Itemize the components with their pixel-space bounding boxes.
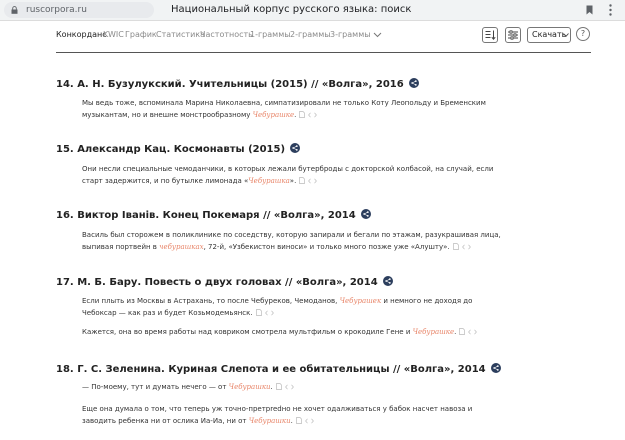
chevron-down-icon	[563, 33, 569, 37]
settings-button[interactable]	[505, 27, 521, 43]
snippet-text-before: Еще она думала о том, что теперь уж точно-претpredно не хочет одалживаться у бабок насчет навоза и заводить ребенка ни от ослика Иа-Иа, ни от	[82, 405, 473, 425]
search-hit[interactable]: чебурашках	[159, 242, 204, 251]
tab-concordance[interactable]: Конкорданс	[56, 30, 107, 39]
sort-icon	[483, 28, 497, 42]
search-hit[interactable]: Чебурашки	[228, 383, 271, 391]
share-icon[interactable]	[409, 78, 419, 88]
sliders-icon	[506, 28, 520, 42]
address-bar[interactable]	[4, 2, 154, 18]
snippet-text-before: Они несли специальные чемоданчики, в которых лежали бутерброды с докторской колбасой, на случай, если старт задержится, и по бутылке лимонада «	[82, 165, 494, 185]
share-icon[interactable]	[290, 143, 300, 153]
sort-order-button[interactable]	[482, 27, 498, 43]
document-icon[interactable]	[459, 328, 465, 340]
document-title[interactable]	[56, 143, 300, 156]
snippet-text-before: — По-моему, тут и думать нечего — от	[82, 383, 229, 391]
share-icon[interactable]	[491, 363, 501, 373]
bookmark-icon[interactable]	[586, 5, 593, 15]
url-text: ruscorpora.ru	[26, 5, 87, 15]
tab-3grams[interactable]: 3-граммы	[330, 30, 371, 39]
concordance-snippet	[82, 98, 502, 122]
results-toolbar	[0, 21, 625, 54]
document-icon[interactable]	[299, 111, 305, 123]
document-title-text: 17. М. Б. Бару. Повесть о двух головах // «Волга», 2014	[56, 277, 378, 288]
toolbar-divider	[56, 52, 591, 53]
share-icon[interactable]	[383, 276, 393, 286]
help-button[interactable]: ?	[576, 27, 590, 41]
snippet-text-after: .	[294, 110, 297, 119]
document-title[interactable]	[56, 276, 393, 289]
concordance-snippet	[82, 382, 502, 395]
tab-frequency[interactable]: Частотность	[200, 30, 253, 39]
download-dropdown[interactable]	[527, 27, 571, 43]
snippet-text-after: .	[290, 416, 293, 425]
snippet-text-after: и немного не доходя до Чебоксар — как раз и будет Козьмодемьянск.	[82, 297, 473, 317]
document-title-text: 18. Г. С. Зеленина. Куриная Слепота и ее обитательницы // «Волга», 2014	[56, 364, 486, 375]
expand-context-icon[interactable]	[468, 328, 477, 340]
lock-icon	[11, 6, 18, 14]
page-title: Национальный корпус русского языка: поиск	[171, 4, 412, 15]
concordance-snippet	[82, 164, 502, 188]
tab-1grams[interactable]: 1-граммы	[250, 30, 291, 39]
concordance-snippet	[82, 296, 502, 320]
tab-statistics[interactable]: Статистика	[156, 30, 205, 39]
snippet-text-before: Если плыть из Москвы в Астрахань, то после Чебуреков, Чемоданов,	[82, 297, 340, 305]
tab-graph[interactable]: График	[125, 30, 157, 39]
document-title[interactable]	[56, 209, 371, 222]
snippet-text-after: , 72-й, «Узбекистон виноси» и только много позже уже «Алушту».	[203, 242, 450, 251]
menu-kebab-icon[interactable]	[609, 4, 612, 16]
tab-2grams[interactable]: 2-граммы	[290, 30, 331, 39]
download-label: Скачать	[532, 30, 567, 39]
expand-context-icon[interactable]	[285, 383, 294, 395]
document-title-text: 16. Виктор Іванів. Конец Покемаря // «Волга», 2014	[56, 210, 356, 221]
expand-context-icon[interactable]	[265, 309, 274, 321]
expand-context-icon[interactable]	[308, 111, 317, 123]
search-hit[interactable]: Чебурашке	[412, 328, 455, 336]
snippet-text-before: Мы ведь тоже, вспоминала Марина Николаевна, симпатизировали не только Коту Леопольду и Бременским музыкантам, но и внешне монстрообразному	[82, 99, 486, 119]
document-icon[interactable]	[276, 383, 282, 395]
document-icon[interactable]	[453, 243, 459, 255]
document-icon[interactable]	[256, 309, 262, 321]
document-title[interactable]	[56, 363, 501, 376]
document-icon[interactable]	[299, 177, 305, 189]
document-title[interactable]	[56, 78, 419, 91]
search-hit[interactable]: Чебурашка	[248, 176, 290, 185]
concordance-snippet	[82, 230, 502, 254]
snippet-text-after: .	[270, 383, 273, 391]
chevron-down-icon[interactable]	[373, 31, 382, 38]
expand-context-icon[interactable]	[462, 243, 471, 255]
search-hit[interactable]: Чебурашки	[248, 416, 291, 425]
concordance-snippet	[82, 327, 502, 340]
browser-bar	[0, 0, 625, 21]
share-icon[interactable]	[361, 209, 371, 219]
snippet-text-after: ».	[289, 176, 297, 185]
concordance-snippet	[82, 404, 502, 428]
expand-context-icon[interactable]	[308, 177, 317, 189]
snippet-text-before: Василь был сторожем в поликлинике по соседству, которую запирали и бегали по этажам, разукрашивая лица, выпивая портвейн в	[82, 231, 501, 251]
search-hit[interactable]: Чебурашек	[339, 297, 382, 305]
document-icon[interactable]	[296, 417, 302, 429]
snippet-text-before: Кажется, она во время работы над ковриком смотрела мультфильм о крокодиле Гене и	[82, 328, 413, 336]
document-title-text: 15. Александр Кац. Космонавты (2015)	[56, 144, 286, 155]
snippet-text-after: .	[454, 328, 457, 336]
tab-kwic[interactable]: KWIC	[103, 30, 124, 39]
search-hit[interactable]: Чебурашке	[252, 110, 295, 119]
document-title-text: 14. А. Н. Бузулукский. Учительницы (2015) // «Волга», 2016	[56, 79, 404, 90]
expand-context-icon[interactable]	[305, 417, 314, 429]
